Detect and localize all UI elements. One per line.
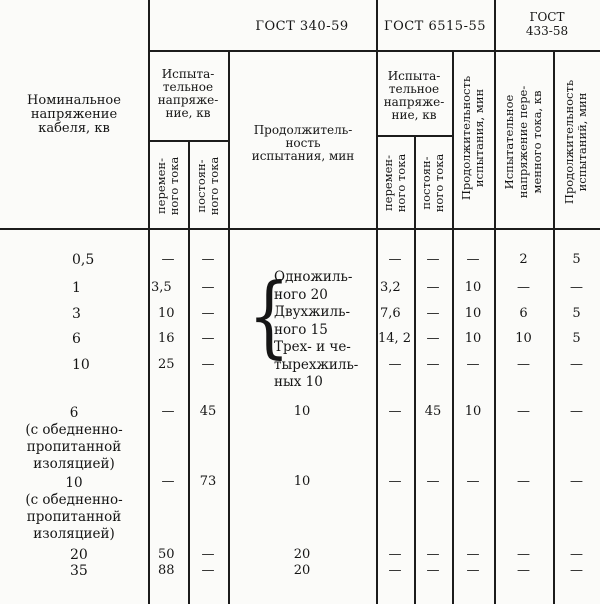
dur6515-row3: 10 [464, 306, 482, 321]
dur340-row8: 20 [293, 547, 311, 562]
ac340-row7: — [161, 474, 175, 489]
col-rule-2 [188, 140, 190, 604]
gost-top-row-rule [148, 50, 600, 52]
nominal-voltage-heading: Номинальное напряжение кабеля, кв [27, 93, 121, 136]
duration-6515-heading: Продолжительность испытания, мин [459, 75, 486, 201]
ac433-row2: — [517, 280, 530, 295]
dur6515-row8: — [466, 547, 480, 562]
ac433-row3: 6 [519, 306, 528, 321]
nominal-6: 6 [72, 331, 81, 347]
header-bottom-rule [0, 228, 600, 230]
col-rule-8 [553, 50, 555, 604]
nominal-6-impregnated: 6 (с обедненно- пропитанной изоляцией) [25, 405, 123, 472]
ac433-row6: — [517, 404, 530, 419]
gost-6515-heading: ГОСТ 6515-55 [383, 19, 487, 34]
dur433-row1: 5 [572, 252, 581, 267]
ac-test-433-heading: Испытательное напряжение пере- менного тока, кв [502, 85, 544, 199]
nominal-35: 35 [70, 563, 88, 579]
nominal-10: 10 [72, 357, 90, 373]
ac433-row4: 10 [515, 331, 532, 346]
dur340-row7: 10 [293, 474, 311, 489]
dc-340-heading: постоян- ного тока [194, 156, 221, 216]
ac340-row2: 3,5 [151, 280, 172, 295]
dc340-row7: 73 [199, 474, 217, 489]
dc340-row3: — [201, 306, 215, 321]
dc340-row1: — [201, 252, 215, 267]
ac433-row9: — [517, 563, 530, 578]
ac340-row5: 25 [158, 357, 175, 372]
ac433-row5: — [517, 357, 530, 372]
dur433-row7: — [570, 474, 583, 489]
dc6515-row9: — [426, 563, 440, 578]
dur433-row2: — [570, 280, 583, 295]
test-voltage-340-heading: Испыта- тельное напряже- ние, кв [157, 67, 219, 120]
dur6515-row1: — [466, 252, 480, 267]
dur433-row4: 5 [572, 331, 581, 346]
dc340-row5: — [201, 357, 215, 372]
left-curly-brace: { [248, 263, 290, 368]
ac6515-row8: — [388, 547, 402, 562]
dc340-row6: 45 [199, 404, 217, 419]
dur6515-row2: 10 [464, 280, 482, 295]
nominal-10-impregnated: 10 (с обедненно- пропитанной изоляцией) [25, 475, 123, 542]
dc340-row8: — [201, 547, 215, 562]
dc6515-row4: — [426, 331, 440, 346]
ac6515-row1: — [388, 252, 402, 267]
nominal-20: 20 [70, 547, 88, 563]
ac-340-heading: перемен- ного тока [154, 156, 181, 216]
ac-6515-heading: перемен- ного тока [381, 153, 408, 213]
ac6515-row2: 3,2 [380, 280, 401, 295]
dur433-row3: 5 [572, 306, 581, 321]
ac340-row6: — [161, 404, 175, 419]
ac6515-row7: — [388, 474, 402, 489]
duration-433-heading: Продолжительность испытаний, мин [562, 79, 589, 205]
dc340-row2: — [201, 280, 215, 295]
ac6515-row9: — [388, 563, 402, 578]
dc6515-row2: — [426, 280, 440, 295]
dc6515-row8: — [426, 547, 440, 562]
ac340-row9: 88 [158, 563, 175, 578]
gost-433-heading: ГОСТ 433-58 [525, 10, 569, 38]
dur433-row9: — [570, 563, 583, 578]
dc6515-row7: — [426, 474, 440, 489]
dur6515-row6: 10 [464, 404, 482, 419]
dur433-row5: — [570, 357, 583, 372]
duration-340-brace-note: Одножиль- ного 20 Двухжиль- ного 15 Трех- и че- тырехжиль- ных 10 [274, 269, 359, 390]
nominal-1: 1 [72, 280, 81, 296]
ac340-row1: — [161, 252, 175, 267]
ac340-row8: 50 [158, 547, 175, 562]
dur433-row8: — [570, 547, 583, 562]
ac433-row1: 2 [519, 252, 528, 267]
col-rule-6 [452, 50, 454, 604]
ac6515-row6: — [388, 404, 402, 419]
dc-6515-heading: постоян- ного тока [419, 153, 446, 213]
nominal-3: 3 [72, 306, 81, 322]
ac340-row4: 16 [158, 331, 175, 346]
dur6515-row9: — [466, 563, 480, 578]
ac340-row3: 10 [158, 306, 175, 321]
dc340-row4: — [201, 331, 215, 346]
dc6515-row6: 45 [424, 404, 442, 419]
dur340-row9: 20 [293, 563, 311, 578]
nominal-0-5: 0,5 [72, 252, 95, 268]
dur6515-row5: — [466, 357, 480, 372]
test-voltage-6515-heading: Испыта- тельное напряже- ние, кв [383, 69, 445, 122]
dc6515-row1: — [426, 252, 440, 267]
ac6515-row4: 14, 2 [378, 331, 412, 346]
ac433-row7: — [517, 474, 530, 489]
dur6515-row7: — [466, 474, 480, 489]
duration-340-heading: Продолжитель- ность испытания, мин [251, 123, 355, 163]
ac6515-row3: 7,6 [380, 306, 401, 321]
ac6515-row5: — [388, 357, 402, 372]
dur433-row6: — [570, 404, 583, 419]
dc6515-row3: — [426, 306, 440, 321]
ac433-row8: — [517, 547, 530, 562]
gost-340-heading: ГОСТ 340-59 [255, 19, 349, 34]
dur340-row6: 10 [293, 404, 311, 419]
dc340-row9: — [201, 563, 215, 578]
dur6515-row4: 10 [464, 331, 482, 346]
col-rule-7 [494, 0, 496, 604]
dc6515-row5: — [426, 357, 440, 372]
